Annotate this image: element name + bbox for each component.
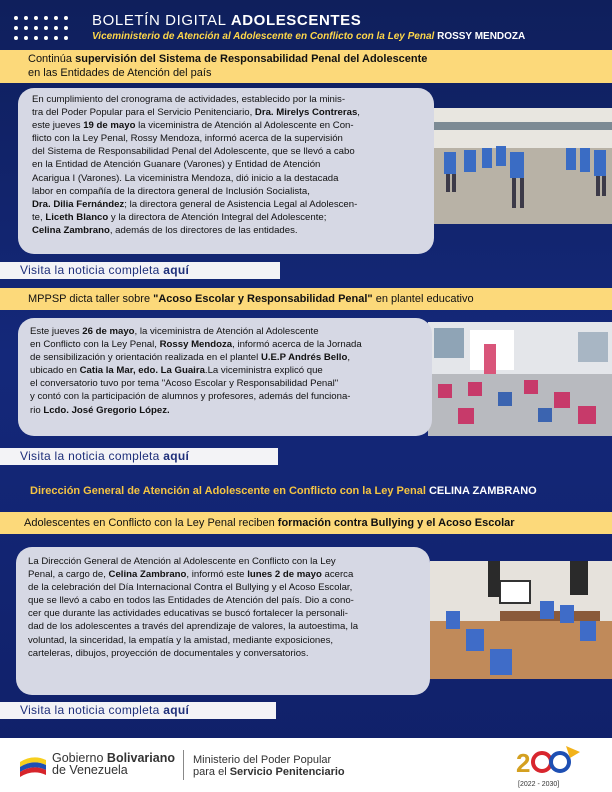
section2-headline: MPPSP dicta taller sobre "Acoso Escolar y Responsabilidad Penal" en plantel educativo bbox=[0, 288, 612, 310]
section2-card: Este jueves 26 de mayo, la viceministra de Atención al Adolescente en Conflicto con la Ley Penal, Rossy Mendoza, informó acerca de la Jornada de sensibilización y orientación realizada en el plantel U.E.P Andrés Bello, ubicado en Catia la Mar, edo. La Guaira.La viceministra explicó que el conversatorio tuvo por tema "Acoso Escolar y Responsabilidad Penal" y contó con la participación de alumnos y profesores, además del funciona- rio Lcdo. José Gregorio López. bbox=[18, 318, 432, 436]
bulletin-subtitle: Viceministerio de Atención al Adolescente en Conflicto con la Ley Penal ROSSY MENDOZA bbox=[92, 31, 526, 42]
section1-photo bbox=[426, 108, 612, 224]
venezuela-flag-icon bbox=[18, 752, 48, 778]
section3-card: La Dirección General de Atención al Adolescente en Conflicto con la Ley Penal, a cargo de, Celina Zambrano, informó este lunes 2 de mayo acerca de la celebración del Día Internacional Contra el Bullying y el Acoso Escolar, que se llevó a cabo en todos las Entidades de Atención del país. Dio a cono- cer que durante las actividades educativas se buscó fortalecer la personali- dad de los adolescentes a través del aprendizaje de valores, la autoestima, la voluntad, la sinceridad, la empatía y la amistad, mediante exposiciones, carteleras, dibujos, proyección de documentales y conversatorios. bbox=[16, 547, 430, 695]
direction-general-line: Dirección General de Atención al Adolescente en Conflicto con la Ley Penal CELINA ZAMBRANO bbox=[30, 485, 537, 497]
gobierno-bolivariano-text: Gobierno Bolivariano de Venezuela bbox=[52, 751, 175, 777]
anniversary-logo-icon bbox=[514, 742, 586, 790]
section1-visit-link[interactable]: Visita la noticia completa aquí bbox=[0, 262, 280, 279]
section2-visit-link[interactable]: Visita la noticia completa aquí bbox=[0, 448, 278, 465]
svg-text:[2022 - 2030]: [2022 - 2030] bbox=[518, 781, 560, 788]
section3-headline: Adolescentes en Conflicto con la Ley Penal reciben formación contra Bullying y el Acoso Escolar bbox=[0, 512, 612, 534]
footer-divider bbox=[183, 750, 184, 780]
section3-visit-link[interactable]: Visita la noticia completa aquí bbox=[0, 702, 276, 719]
footer bbox=[0, 738, 612, 792]
section1-card: En cumplimiento del cronograma de actividades, establecido por la minis- tra del Poder Popular para el Servicio Penitenciario, Dra. Mirelys Contreras, este jueves 19 de mayo la viceministra de Atención al Adolescente en Con- flicto con la Ley Penal, Rossy Mendoza, informó acerca de la supervisión del Sistema de Responsabilidad Penal del Adolescente, que se llevó a cabo en la Entidad de Atención Guanare (Varones) y Entidad de Atención Acarigua I (Varones). La viceministra Mendoza, dió inicio a la destacada labor en compañía de la directora general de Inclusión Socialista, Dra. Dilia Fernández; la directora general de Asistencia Legal al Adolescen- te, Liceth Blanco y la directora de Atención Integral del Adolescente; Celina Zambrano, además de los directores de las entidades. bbox=[18, 88, 434, 254]
section1-headline: Continúa supervisión del Sistema de Responsabilidad Penal del Adolescente en las Entidades de Atención del país bbox=[0, 50, 612, 83]
section2-photo bbox=[428, 322, 612, 436]
svg-text:2: 2 bbox=[516, 748, 531, 778]
section3-photo bbox=[430, 561, 612, 679]
ministerio-text: Ministerio del Poder Popular para el Servicio Penitenciario bbox=[193, 754, 345, 778]
bulletin-title: BOLETÍN DIGITAL ADOLESCENTES bbox=[92, 12, 362, 29]
dots-logo-icon bbox=[12, 14, 74, 44]
